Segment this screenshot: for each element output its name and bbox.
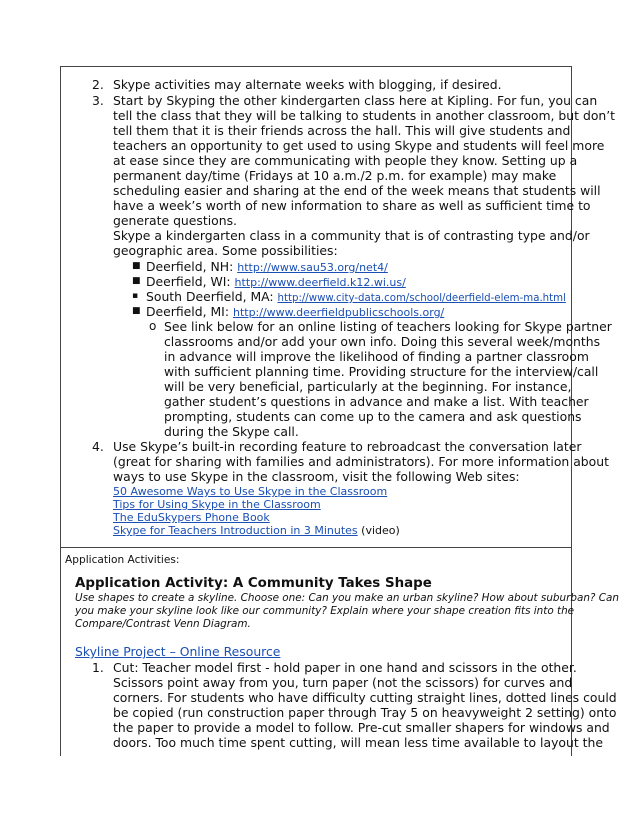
text-line: with sufficient planning time. Providing structure for the interview/call xyxy=(164,364,599,379)
text-line: ways to use Skype in the classroom, visit the following Web sites: xyxy=(113,469,520,484)
text-line: classrooms and/or add your own info. Doing this several week/months xyxy=(164,334,601,349)
list-item xyxy=(146,259,388,275)
text-line: (great for sharing with families and administrators). For more information about xyxy=(113,454,609,469)
text-line: Use Skype’s built-in recording feature to rebroadcast the conversation later xyxy=(113,439,582,454)
location-label: Deerfield, WI: xyxy=(146,274,231,289)
text-line: during the Skype call. xyxy=(164,424,299,439)
list-item-text: Skype activities may alternate weeks with blogging, if desired. xyxy=(113,77,502,92)
resource-link[interactable]: Tips for Using Skype in the Classroom xyxy=(113,498,321,511)
text-line: the paper to provide a model to follow. Pre-cut smaller shapers for windows and xyxy=(113,720,610,735)
text-line: geographic area. Some possibilities: xyxy=(113,243,338,258)
school-link[interactable]: http://www.city-data.com/school/deerfield-elem-ma.html xyxy=(277,293,566,304)
text-line: will be very beneficial, particularly at the beginning. For instance, xyxy=(164,379,572,394)
resource-link[interactable]: The EduSkypers Phone Book xyxy=(113,511,270,524)
intro-line: you make your skyline look like our community? Explain where your shape creation fits into the xyxy=(75,605,575,617)
text-line: at ease since they are communicating with people they know. Setting up a xyxy=(113,153,578,168)
location-label: South Deerfield, MA: xyxy=(146,289,274,304)
text-line: Skype a kindergarten class in a community that is of contrasting type and/or xyxy=(113,228,590,243)
text-line: in advance will improve the likelihood of finding a partner classroom xyxy=(164,349,589,364)
list-item xyxy=(146,304,444,320)
skype-activities-cell xyxy=(61,67,616,548)
bullet-square-icon: ▪ xyxy=(132,291,139,301)
text-line: Scissors point away from you, turn paper (not the scissors) for curves and xyxy=(113,675,573,690)
list-number: 2. xyxy=(92,77,104,92)
location-label: Deerfield, NH: xyxy=(146,259,234,274)
text-line: Start by Skyping the other kindergarten class here at Kipling. For fun, you can xyxy=(113,93,598,108)
video-link-line xyxy=(113,524,400,537)
text-line: be copied (run construction paper through Tray 5 on heavyweight 2 setting) onto xyxy=(113,705,617,720)
text-line: permanent day/time (Fridays at 10 a.m./2 p.m. for example) may make xyxy=(113,168,557,183)
text-line: scheduling easier and sharing at the end of the week means that students will xyxy=(113,183,601,198)
bullet-circle-icon: o xyxy=(149,319,157,333)
text-line: See link below for an online listing of teachers looking for Skype partner xyxy=(164,319,612,334)
video-suffix: (video) xyxy=(361,524,400,537)
school-link[interactable]: http://www.deerfieldpublicschools.org/ xyxy=(232,306,445,319)
location-label: Deerfield, MI: xyxy=(146,304,230,319)
bullet-square-icon: ■ xyxy=(132,276,141,286)
text-line: prompting, students can come up to the camera and ask questions xyxy=(164,409,582,424)
text-line: gather student’s questions in advance and make a list. With teacher xyxy=(164,394,589,409)
activity-heading: Application Activity: A Community Takes Shape xyxy=(75,576,432,591)
text-line: have a week’s worth of new information to share as well as sufficient time to xyxy=(113,198,591,213)
content-table xyxy=(60,66,619,756)
list-number: 1. xyxy=(92,660,104,675)
list-item xyxy=(146,274,406,290)
intro-line: Compare/Contrast Venn Diagram. xyxy=(75,618,251,630)
resource-link[interactable]: 50 Awesome Ways to Use Skype in the Classroom xyxy=(113,485,388,498)
intro-line: Use shapes to create a skyline. Choose one: Can you make an urban skyline? How about suburban? Can xyxy=(75,592,619,604)
text-line: generate questions. xyxy=(113,213,237,228)
text-line: teachers an opportunity to get used to using Skype and students will feel more xyxy=(113,138,605,153)
list-number: 4. xyxy=(92,439,104,454)
section-label: Application Activities: xyxy=(65,554,180,566)
text-line: doors. Too much time spent cutting, will mean less time available to layout the xyxy=(113,735,603,750)
text-line: tell the class that they will be talking to students in another classroom, but don’t xyxy=(113,108,616,123)
text-line: corners. For students who have difficulty cutting straight lines, dotted lines could xyxy=(113,690,617,705)
school-link[interactable]: http://www.sau53.org/net4/ xyxy=(237,261,388,274)
text-line: Cut: Teacher model first - hold paper in one hand and scissors in the other. xyxy=(113,660,577,675)
school-link[interactable]: http://www.deerfield.k12.wi.us/ xyxy=(234,276,406,289)
text-line: tell them that it is their friends across the hall. This will give students and xyxy=(113,123,571,138)
bullet-square-icon: ■ xyxy=(132,306,141,316)
list-number: 3. xyxy=(92,93,104,108)
bullet-square-icon: ■ xyxy=(132,261,141,271)
skyline-resource-link[interactable]: Skyline Project – Online Resource xyxy=(75,644,281,659)
resource-link[interactable]: Skype for Teachers Introduction in 3 Minutes xyxy=(113,524,358,537)
application-activities-cell xyxy=(61,548,619,756)
